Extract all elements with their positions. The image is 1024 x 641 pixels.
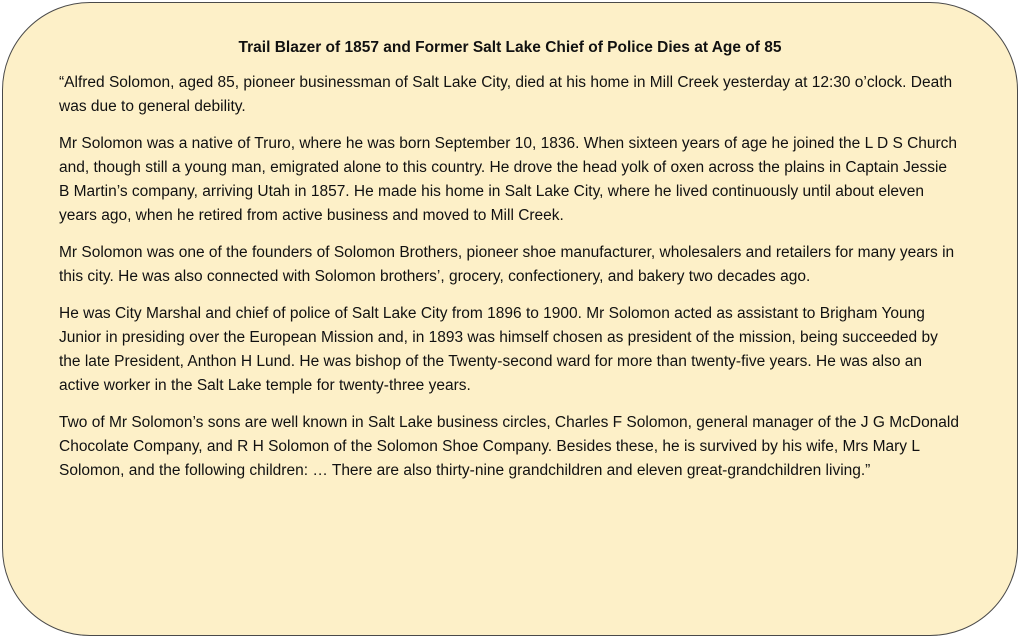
article-title: Trail Blazer of 1857 and Former Salt Lake Chief of Police Dies at Age of 85 [238, 39, 782, 56]
article-paragraph-2: Mr Solomon was a native of Truro, where he was born September 10, 1836. When sixteen years of age he joined the L D S Church and, though still a young man, emigrated alone to this country. He drove the head yolk of oxen across the plains in Captain Jessie B Martin’s company, arriving Utah in 1857. He made his home in Salt Lake City, where he lived continuously until about eleven years ago, when he retired from active business and moved to Mill Creek. [59, 135, 958, 224]
article-card [2, 2, 1018, 636]
article-paragraph-3: Mr Solomon was one of the founders of Solomon Brothers, pioneer shoe manufacturer, wholesalers and retailers for many years in this city. He was also connected with Solomon brothers’, grocery, confectionery, and bakery two decades ago. [59, 244, 955, 285]
article-paragraph-4: He was City Marshal and chief of police of Salt Lake City from 1896 to 1900. Mr Solomon acted as assistant to Brigham Young Junior in presiding over the European Mission and, in 1893 was himself chosen as president of the mission, being succeeded by the late President, Anthon H Lund. He was bishop of the Twenty-second ward for more than twenty-five years. He was also an active worker in the Salt Lake temple for twenty-three years. [59, 305, 938, 394]
article-paragraph-1: “Alfred Solomon, aged 85, pioneer businessman of Salt Lake City, died at his home in Mill Creek yesterday at 12:30 o’clock. Death was due to general debility. [59, 74, 953, 115]
article-paragraph-5: Two of Mr Solomon’s sons are well known in Salt Lake business circles, Charles F Solomon, general manager of the J G McDonald Chocolate Company, and R H Solomon of the Solomon Shoe Company. Besides these, he is survived by his wife, Mrs Mary L Solomon, and the following children: … There are also thirty-nine grandchildren and eleven great-grandchildren living.” [59, 414, 959, 479]
